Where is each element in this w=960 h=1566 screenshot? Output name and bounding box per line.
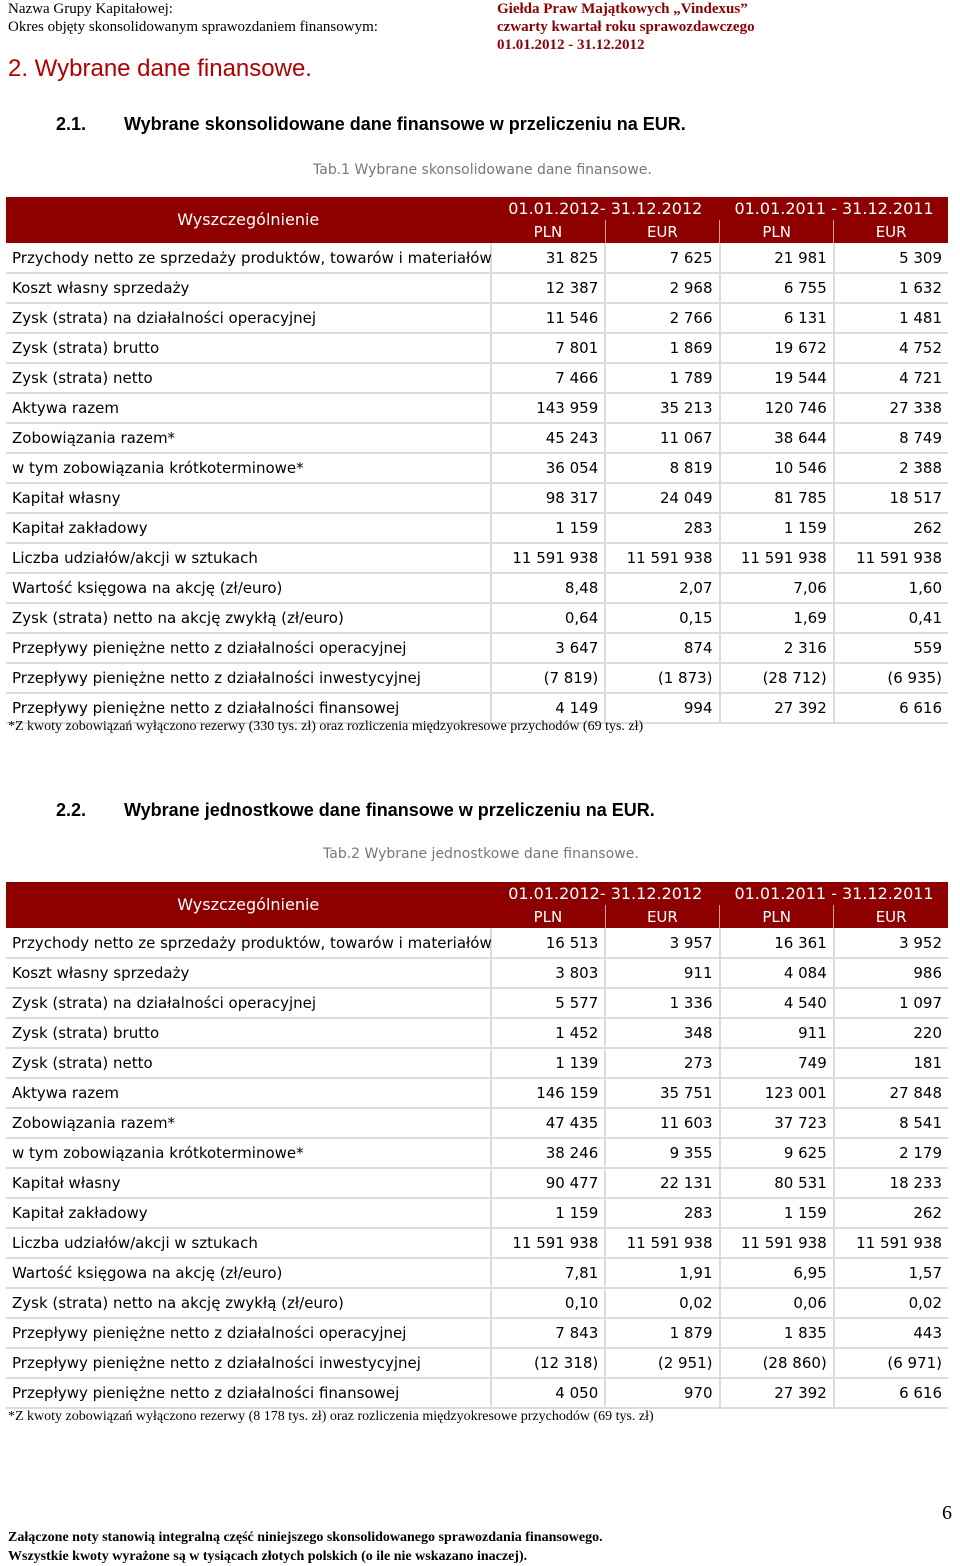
table-row — [6, 1228, 948, 1258]
table-row — [6, 928, 948, 958]
standalone-financial-table — [6, 882, 948, 1409]
row-value: 35 751 — [605, 1078, 719, 1108]
row-value: 38 644 — [720, 423, 834, 453]
column-header-period-2012: 01.01.2012- 31.12.2012 — [491, 882, 720, 905]
row-value: 911 — [605, 958, 719, 988]
table-caption: Tab.2 Wybrane jednostkowe dane finansowe. — [323, 846, 639, 862]
row-label: Przepływy pieniężne netto z działalności finansowej — [6, 693, 491, 723]
row-value: 2 388 — [834, 453, 948, 483]
row-label: Zysk (strata) na działalności operacyjnej — [6, 988, 491, 1018]
currency-header-pln: PLN — [720, 905, 834, 928]
row-value: 11 591 938 — [605, 543, 719, 573]
row-value: 1 159 — [491, 1198, 605, 1228]
row-label: Zysk (strata) brutto — [6, 1018, 491, 1048]
row-value: 0,02 — [834, 1288, 948, 1318]
row-value: (1 873) — [605, 663, 719, 693]
row-value: (12 318) — [491, 1348, 605, 1378]
row-value: 1 097 — [834, 988, 948, 1018]
row-value: 0,41 — [834, 603, 948, 633]
row-value: 8 749 — [834, 423, 948, 453]
row-value: 0,02 — [605, 1288, 719, 1318]
row-label: Zysk (strata) netto na akcję zwykłą (zł/euro) — [6, 1288, 491, 1318]
row-value: 749 — [720, 1048, 834, 1078]
row-label: Kapitał własny — [6, 1168, 491, 1198]
row-label: Aktywa razem — [6, 1078, 491, 1108]
row-value: 1,60 — [834, 573, 948, 603]
row-value: 11 591 938 — [720, 1228, 834, 1258]
footer-line-notes: Załączone noty stanowią integralną część niniejszego skonsolidowanego sprawozdania finansowego. — [8, 1530, 603, 1545]
row-value: (28 712) — [720, 663, 834, 693]
subsection-heading-consolidated — [56, 114, 686, 135]
period-label: Okres objęty skonsolidowanym sprawozdaniem finansowym: — [8, 19, 378, 35]
row-value: 7 801 — [491, 333, 605, 363]
currency-header-eur: EUR — [834, 905, 948, 928]
row-label: Przepływy pieniężne netto z działalności operacyjnej — [6, 633, 491, 663]
row-label: Zysk (strata) brutto — [6, 333, 491, 363]
row-label: Przepływy pieniężne netto z działalności operacyjnej — [6, 1318, 491, 1348]
row-value: 273 — [605, 1048, 719, 1078]
row-value: 11 067 — [605, 423, 719, 453]
row-value: 348 — [605, 1018, 719, 1048]
row-value: 18 233 — [834, 1168, 948, 1198]
table-header-row — [6, 197, 948, 220]
subsection-title: Wybrane skonsolidowane dane finansowe w przeliczeniu na EUR. — [124, 114, 686, 134]
table-row — [6, 543, 948, 573]
row-value: 181 — [834, 1048, 948, 1078]
row-value: 11 591 938 — [834, 543, 948, 573]
row-label: Przychody netto ze sprzedaży produktów, towarów i materiałów — [6, 243, 491, 273]
row-value: 986 — [834, 958, 948, 988]
table-row — [6, 1018, 948, 1048]
table-row — [6, 1378, 948, 1408]
row-value: 1 632 — [834, 273, 948, 303]
table-row — [6, 1348, 948, 1378]
row-value: 8,48 — [491, 573, 605, 603]
row-value: 1 789 — [605, 363, 719, 393]
row-value: (6 935) — [834, 663, 948, 693]
currency-header-pln: PLN — [491, 220, 605, 243]
row-value: 911 — [720, 1018, 834, 1048]
row-value: 8 541 — [834, 1108, 948, 1138]
row-value: 27 392 — [720, 1378, 834, 1408]
row-value: 262 — [834, 513, 948, 543]
row-value: 5 577 — [491, 988, 605, 1018]
table-row — [6, 1288, 948, 1318]
row-value: 2,07 — [605, 573, 719, 603]
row-value: 1 336 — [605, 988, 719, 1018]
row-value: 6 131 — [720, 303, 834, 333]
row-label: Liczba udziałów/akcji w sztukach — [6, 543, 491, 573]
table-row — [6, 603, 948, 633]
row-value: 18 517 — [834, 483, 948, 513]
row-value: 4 752 — [834, 333, 948, 363]
row-value: 1 159 — [720, 513, 834, 543]
row-value: 19 544 — [720, 363, 834, 393]
row-value: 3 803 — [491, 958, 605, 988]
row-value: 16 361 — [720, 928, 834, 958]
row-value: 1 879 — [605, 1318, 719, 1348]
table-row — [6, 1318, 948, 1348]
currency-header-eur: EUR — [605, 905, 719, 928]
row-value: 2 766 — [605, 303, 719, 333]
row-value: 8 819 — [605, 453, 719, 483]
table-row — [6, 1138, 948, 1168]
subsection-title: Wybrane jednostkowe dane finansowe w przeliczeniu na EUR. — [124, 800, 655, 820]
row-value: 3 647 — [491, 633, 605, 663]
row-value: 0,06 — [720, 1288, 834, 1318]
table-footnote: *Z kwoty zobowiązań wyłączono rezerwy (330 tys. zł) oraz rozliczenia międzyokresowe przychodów (69 tys. zł) — [8, 719, 644, 734]
row-value: 6 616 — [834, 693, 948, 723]
row-value: 31 825 — [491, 243, 605, 273]
row-label: Przepływy pieniężne netto z działalności inwestycyjnej — [6, 1348, 491, 1378]
row-value: 47 435 — [491, 1108, 605, 1138]
table-row — [6, 1108, 948, 1138]
row-value: 1 835 — [720, 1318, 834, 1348]
row-value: 970 — [605, 1378, 719, 1408]
row-value: 4 084 — [720, 958, 834, 988]
quarter-name: czwarty kwartał roku sprawozdawczego — [497, 19, 755, 35]
table-row — [6, 423, 948, 453]
row-value: 7,81 — [491, 1258, 605, 1288]
row-value: 81 785 — [720, 483, 834, 513]
row-value: 2 179 — [834, 1138, 948, 1168]
report-period: 01.01.2012 - 31.12.2012 — [497, 37, 645, 53]
row-value: (2 951) — [605, 1348, 719, 1378]
row-value: (6 971) — [834, 1348, 948, 1378]
row-label: Kapitał własny — [6, 483, 491, 513]
row-value: 11 546 — [491, 303, 605, 333]
row-value: 220 — [834, 1018, 948, 1048]
row-value: 11 603 — [605, 1108, 719, 1138]
row-value: 5 309 — [834, 243, 948, 273]
table-caption: Tab.1 Wybrane skonsolidowane dane finansowe. — [313, 162, 652, 178]
row-value: 19 672 — [720, 333, 834, 363]
row-value: 45 243 — [491, 423, 605, 453]
column-header-period-2011: 01.01.2011 - 31.12.2011 — [720, 197, 949, 220]
row-value: 36 054 — [491, 453, 605, 483]
column-header-item: Wyszczególnienie — [6, 197, 491, 243]
row-value: 143 959 — [491, 393, 605, 423]
row-value: 11 591 938 — [605, 1228, 719, 1258]
table-row — [6, 1048, 948, 1078]
row-value: 37 723 — [720, 1108, 834, 1138]
row-value: 24 049 — [605, 483, 719, 513]
row-label: Przepływy pieniężne netto z działalności inwestycyjnej — [6, 663, 491, 693]
section-title: 2. Wybrane dane finansowe. — [8, 55, 312, 82]
row-value: 4 721 — [834, 363, 948, 393]
table-row — [6, 513, 948, 543]
row-value: 443 — [834, 1318, 948, 1348]
row-label: Przychody netto ze sprzedaży produktów, towarów i materiałów — [6, 928, 491, 958]
row-value: 4 540 — [720, 988, 834, 1018]
table-row — [6, 303, 948, 333]
row-value: 27 392 — [720, 693, 834, 723]
row-value: 90 477 — [491, 1168, 605, 1198]
table-row — [6, 393, 948, 423]
row-label: Zysk (strata) netto — [6, 363, 491, 393]
table-row — [6, 1168, 948, 1198]
row-label: Aktywa razem — [6, 393, 491, 423]
currency-header-pln: PLN — [720, 220, 834, 243]
row-value: 27 848 — [834, 1078, 948, 1108]
row-value: 283 — [605, 1198, 719, 1228]
row-value: 1 452 — [491, 1018, 605, 1048]
table-footnote: *Z kwoty zobowiązań wyłączono rezerwy (8 178 tys. zł) oraz rozliczenia międzyokresowe przychodów (69 tys. zł) — [8, 1409, 654, 1424]
row-value: 0,10 — [491, 1288, 605, 1318]
currency-header-pln: PLN — [491, 905, 605, 928]
row-value: 3 957 — [605, 928, 719, 958]
row-label: Zysk (strata) na działalności operacyjnej — [6, 303, 491, 333]
table-row — [6, 1258, 948, 1288]
table-row — [6, 573, 948, 603]
row-label: Przepływy pieniężne netto z działalności finansowej — [6, 1378, 491, 1408]
row-value: 11 591 938 — [834, 1228, 948, 1258]
row-label: Kapitał zakładowy — [6, 513, 491, 543]
table-row — [6, 363, 948, 393]
row-value: (7 819) — [491, 663, 605, 693]
row-label: Wartość księgowa na akcję (zł/euro) — [6, 573, 491, 603]
page-number: 6 — [942, 1502, 952, 1524]
row-value: 1 139 — [491, 1048, 605, 1078]
row-value: 1,57 — [834, 1258, 948, 1288]
table-row — [6, 958, 948, 988]
currency-header-eur: EUR — [834, 220, 948, 243]
row-value: 1 159 — [491, 513, 605, 543]
row-value: 123 001 — [720, 1078, 834, 1108]
table-row — [6, 988, 948, 1018]
row-value: 6,95 — [720, 1258, 834, 1288]
row-value: 146 159 — [491, 1078, 605, 1108]
row-label: Koszt własny sprzedaży — [6, 958, 491, 988]
table-row — [6, 633, 948, 663]
row-value: 7 843 — [491, 1318, 605, 1348]
table-row — [6, 663, 948, 693]
subsection-number: 2.1. — [56, 114, 87, 134]
row-label: Zobowiązania razem* — [6, 423, 491, 453]
column-header-period-2011: 01.01.2011 - 31.12.2011 — [720, 882, 949, 905]
row-value: 80 531 — [720, 1168, 834, 1198]
row-label: Zobowiązania razem* — [6, 1108, 491, 1138]
row-value: 9 355 — [605, 1138, 719, 1168]
table-row — [6, 483, 948, 513]
row-value: 21 981 — [720, 243, 834, 273]
column-header-item: Wyszczególnienie — [6, 882, 491, 928]
page-footer — [8, 1528, 603, 1566]
table-header-row — [6, 882, 948, 905]
row-value: 10 546 — [720, 453, 834, 483]
row-value: 7,06 — [720, 573, 834, 603]
row-label: Kapitał zakładowy — [6, 1198, 491, 1228]
row-value: 994 — [605, 693, 719, 723]
table-row — [6, 1078, 948, 1108]
row-value: 1 481 — [834, 303, 948, 333]
currency-header-eur: EUR — [605, 220, 719, 243]
row-value: 2 968 — [605, 273, 719, 303]
row-value: 27 338 — [834, 393, 948, 423]
row-value: 7 625 — [605, 243, 719, 273]
row-label: Wartość księgowa na akcję (zł/euro) — [6, 1258, 491, 1288]
row-value: 0,64 — [491, 603, 605, 633]
row-value: 6 755 — [720, 273, 834, 303]
row-value: 283 — [605, 513, 719, 543]
row-value: 35 213 — [605, 393, 719, 423]
group-name-label: Nazwa Grupy Kapitałowej: — [8, 1, 173, 17]
report-header-right — [497, 0, 755, 54]
row-label: Zysk (strata) netto — [6, 1048, 491, 1078]
row-value: 7 466 — [491, 363, 605, 393]
row-value: 11 591 938 — [491, 543, 605, 573]
row-value: 98 317 — [491, 483, 605, 513]
table-row — [6, 273, 948, 303]
table-row — [6, 243, 948, 273]
subsection-heading-standalone — [56, 800, 655, 821]
row-value: 1,91 — [605, 1258, 719, 1288]
row-value: 16 513 — [491, 928, 605, 958]
row-value: 4 149 — [491, 693, 605, 723]
company-name: Giełda Praw Majątkowych „Vindexus” — [497, 1, 748, 17]
row-label: Liczba udziałów/akcji w sztukach — [6, 1228, 491, 1258]
subsection-number: 2.2. — [56, 800, 87, 820]
row-value: 120 746 — [720, 393, 834, 423]
row-label: w tym zobowiązania krótkoterminowe* — [6, 1138, 491, 1168]
row-value: 1 869 — [605, 333, 719, 363]
column-header-period-2012: 01.01.2012- 31.12.2012 — [491, 197, 720, 220]
row-value: 262 — [834, 1198, 948, 1228]
row-value: 3 952 — [834, 928, 948, 958]
row-label: Koszt własny sprzedaży — [6, 273, 491, 303]
row-value: 0,15 — [605, 603, 719, 633]
row-value: 6 616 — [834, 1378, 948, 1408]
row-value: 1 159 — [720, 1198, 834, 1228]
row-value: 11 591 938 — [491, 1228, 605, 1258]
row-value: (28 860) — [720, 1348, 834, 1378]
row-value: 9 625 — [720, 1138, 834, 1168]
row-label: w tym zobowiązania krótkoterminowe* — [6, 453, 491, 483]
row-value: 874 — [605, 633, 719, 663]
table-row — [6, 333, 948, 363]
table-row — [6, 1198, 948, 1228]
row-value: 11 591 938 — [720, 543, 834, 573]
row-value: 12 387 — [491, 273, 605, 303]
consolidated-financial-table — [6, 197, 948, 724]
footer-line-units: Wszystkie kwoty wyrażone są w tysiącach złotych polskich (o ile nie wskazano inaczej). — [8, 1549, 528, 1564]
row-label: Zysk (strata) netto na akcję zwykłą (zł/euro) — [6, 603, 491, 633]
row-value: 22 131 — [605, 1168, 719, 1198]
row-value: 1,69 — [720, 603, 834, 633]
row-value: 4 050 — [491, 1378, 605, 1408]
table-row — [6, 453, 948, 483]
row-value: 38 246 — [491, 1138, 605, 1168]
row-value: 559 — [834, 633, 948, 663]
report-header-left — [8, 0, 378, 36]
row-value: 2 316 — [720, 633, 834, 663]
